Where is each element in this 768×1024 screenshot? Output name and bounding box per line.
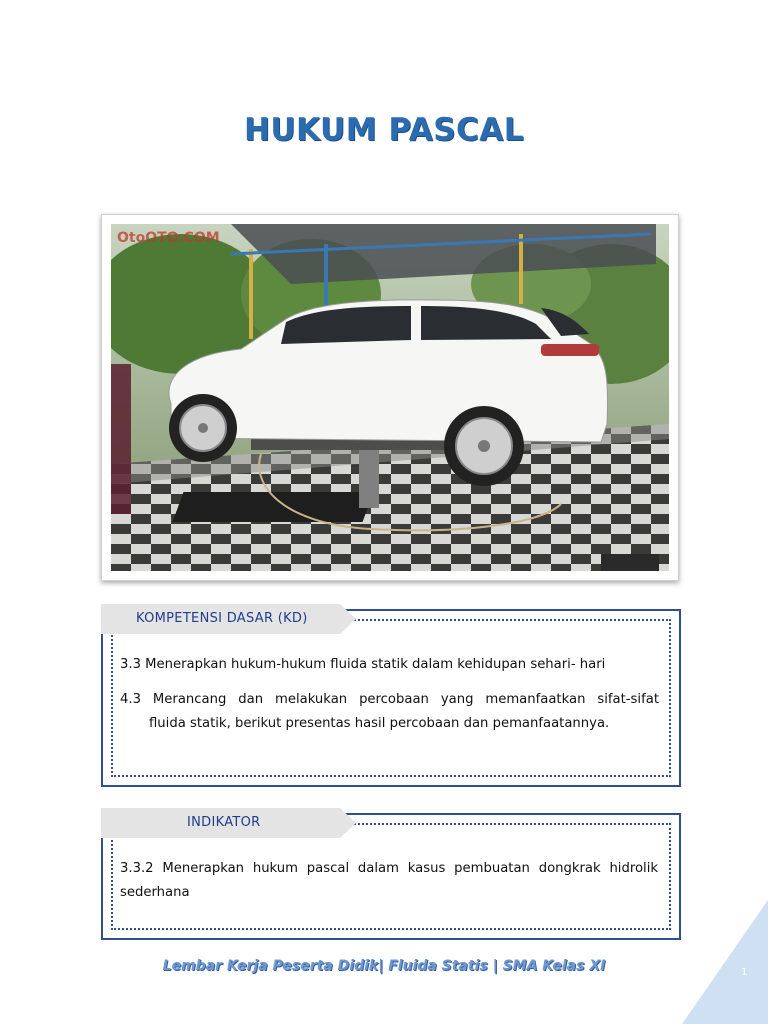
page-number: 1 xyxy=(741,967,748,978)
car-lift-photo xyxy=(101,214,679,581)
photo-watermark: OtoOTO.COM xyxy=(117,230,220,246)
kd-item-4-3-line1: 4.3 Merancang dan melakukan percobaan yang memanfaatkan sifat-sifat xyxy=(120,692,659,707)
kd-item-4-3-line2: fluida statik, berikut presentas hasil percobaan dan pemanfaatannya. xyxy=(149,716,610,731)
indikator-heading xyxy=(101,808,340,838)
corner-triangle-decoration xyxy=(682,900,768,1024)
kd-item-3-3: 3.3 Menerapkan hukum-hukum fluida statik dalam kehidupan sehari- hari xyxy=(120,657,606,672)
indikator-item-3-3-2: 3.3.2 Menerapkan hukum pascal dalam kasus pembuatan dongkrak hidrolik sederhana xyxy=(120,861,658,900)
kompetensi-dasar-heading-label: KOMPETENSI DASAR (KD) xyxy=(136,611,308,626)
indikator-heading-label: INDIKATOR xyxy=(187,815,261,830)
kompetensi-dasar-heading xyxy=(101,604,340,634)
page-title: HUKUM PASCAL xyxy=(243,112,525,148)
car-lift-image xyxy=(111,224,669,571)
footer-text: Lembar Kerja Peserta Didik| Fluida Statis | SMA Kelas XI xyxy=(162,958,606,974)
